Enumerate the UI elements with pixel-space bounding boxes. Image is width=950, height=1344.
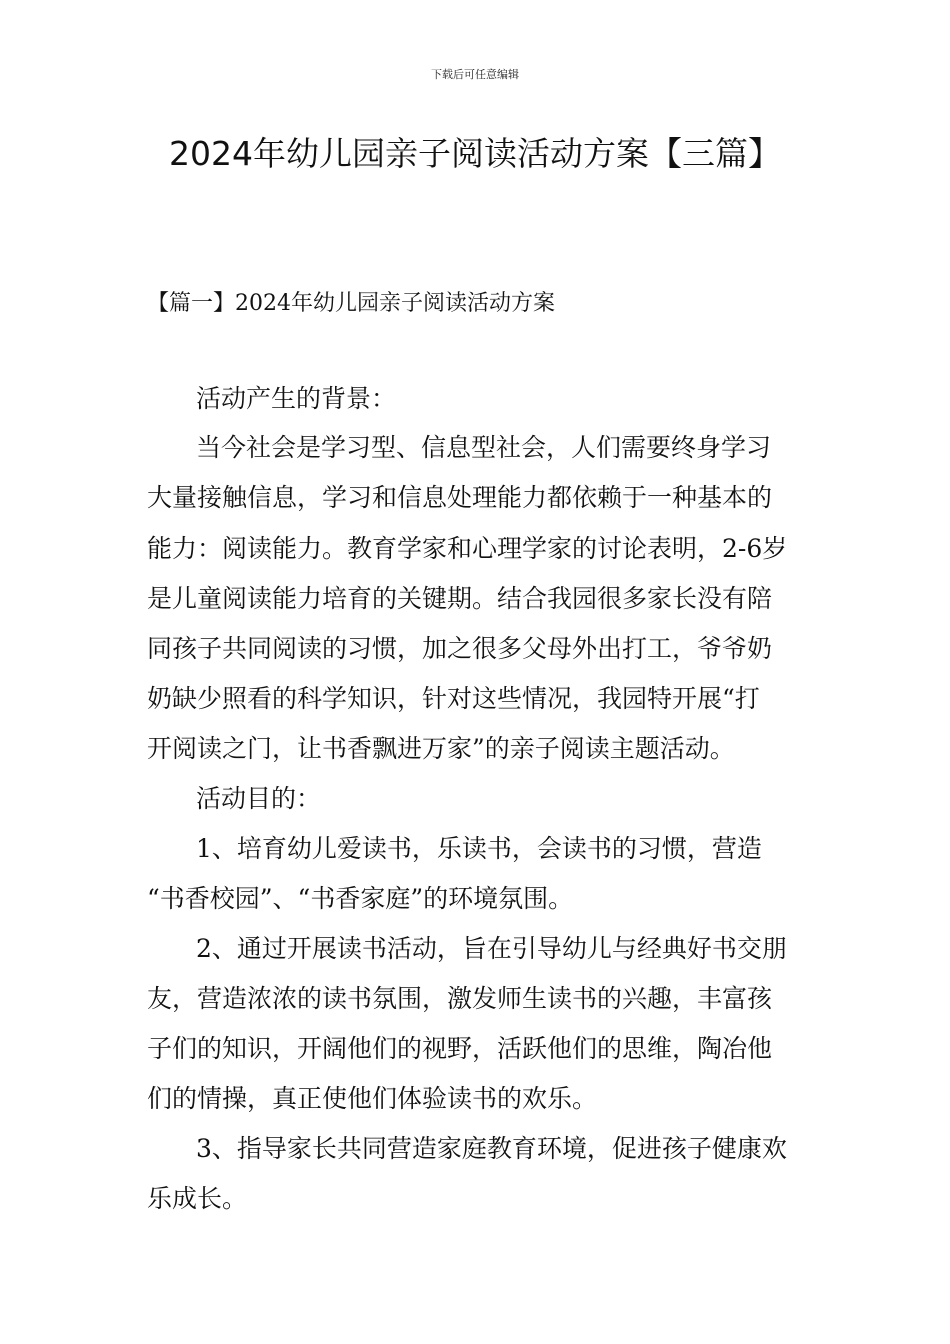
- body-line-background-label: 活动产生的背景：: [196, 384, 397, 413]
- section-heading: 【篇一】2024年幼儿园亲子阅读活动方案: [147, 291, 555, 316]
- body-line: 1、培育幼儿爱读书，乐读书，会读书的习惯，营造: [196, 834, 762, 863]
- document-title: 2024年幼儿园亲子阅读活动方案【三篇】: [169, 134, 781, 173]
- body-line: 们的情操，真正使他们体验读书的欢乐。: [147, 1084, 598, 1113]
- body-line: 2、通过开展读书活动，旨在引导幼儿与经典好书交朋: [196, 934, 787, 963]
- body-line: 同孩子共同阅读的习惯，加之很多父母外出打工，爷爷奶: [147, 634, 773, 663]
- body-line: 友，营造浓浓的读书氛围，激发师生读书的兴趣，丰富孩: [147, 984, 773, 1013]
- body-line: “书香校园”、“书香家庭”的环境氛围。: [147, 884, 574, 913]
- body-line: 乐成长。: [147, 1184, 248, 1213]
- body-line: 开阅读之门，让书香飘进万家”的亲子阅读主题活动。: [147, 734, 735, 763]
- body-line: 能力：阅读能力。教育学家和心理学家的讨论表明，2-6岁: [147, 534, 788, 563]
- body-line: 奶缺少照看的科学知识，针对这些情况，我园特开展“打: [147, 684, 760, 713]
- body-line: 子们的知识，开阔他们的视野，活跃他们的思维，陶冶他: [147, 1034, 773, 1063]
- body-line-goal-label: 活动目的：: [196, 784, 322, 813]
- body-line: 是儿童阅读能力培育的关键期。结合我园很多家长没有陪: [147, 584, 773, 613]
- body-line: 大量接触信息，学习和信息处理能力都依赖于一种基本的: [147, 483, 773, 512]
- header-note: 下载后可任意编辑: [431, 68, 519, 81]
- body-line: 3、指导家长共同营造家庭教育环境，促进孩子健康欢: [196, 1134, 787, 1163]
- body-line: 当今社会是学习型、信息型社会，人们需要终身学习: [196, 433, 772, 462]
